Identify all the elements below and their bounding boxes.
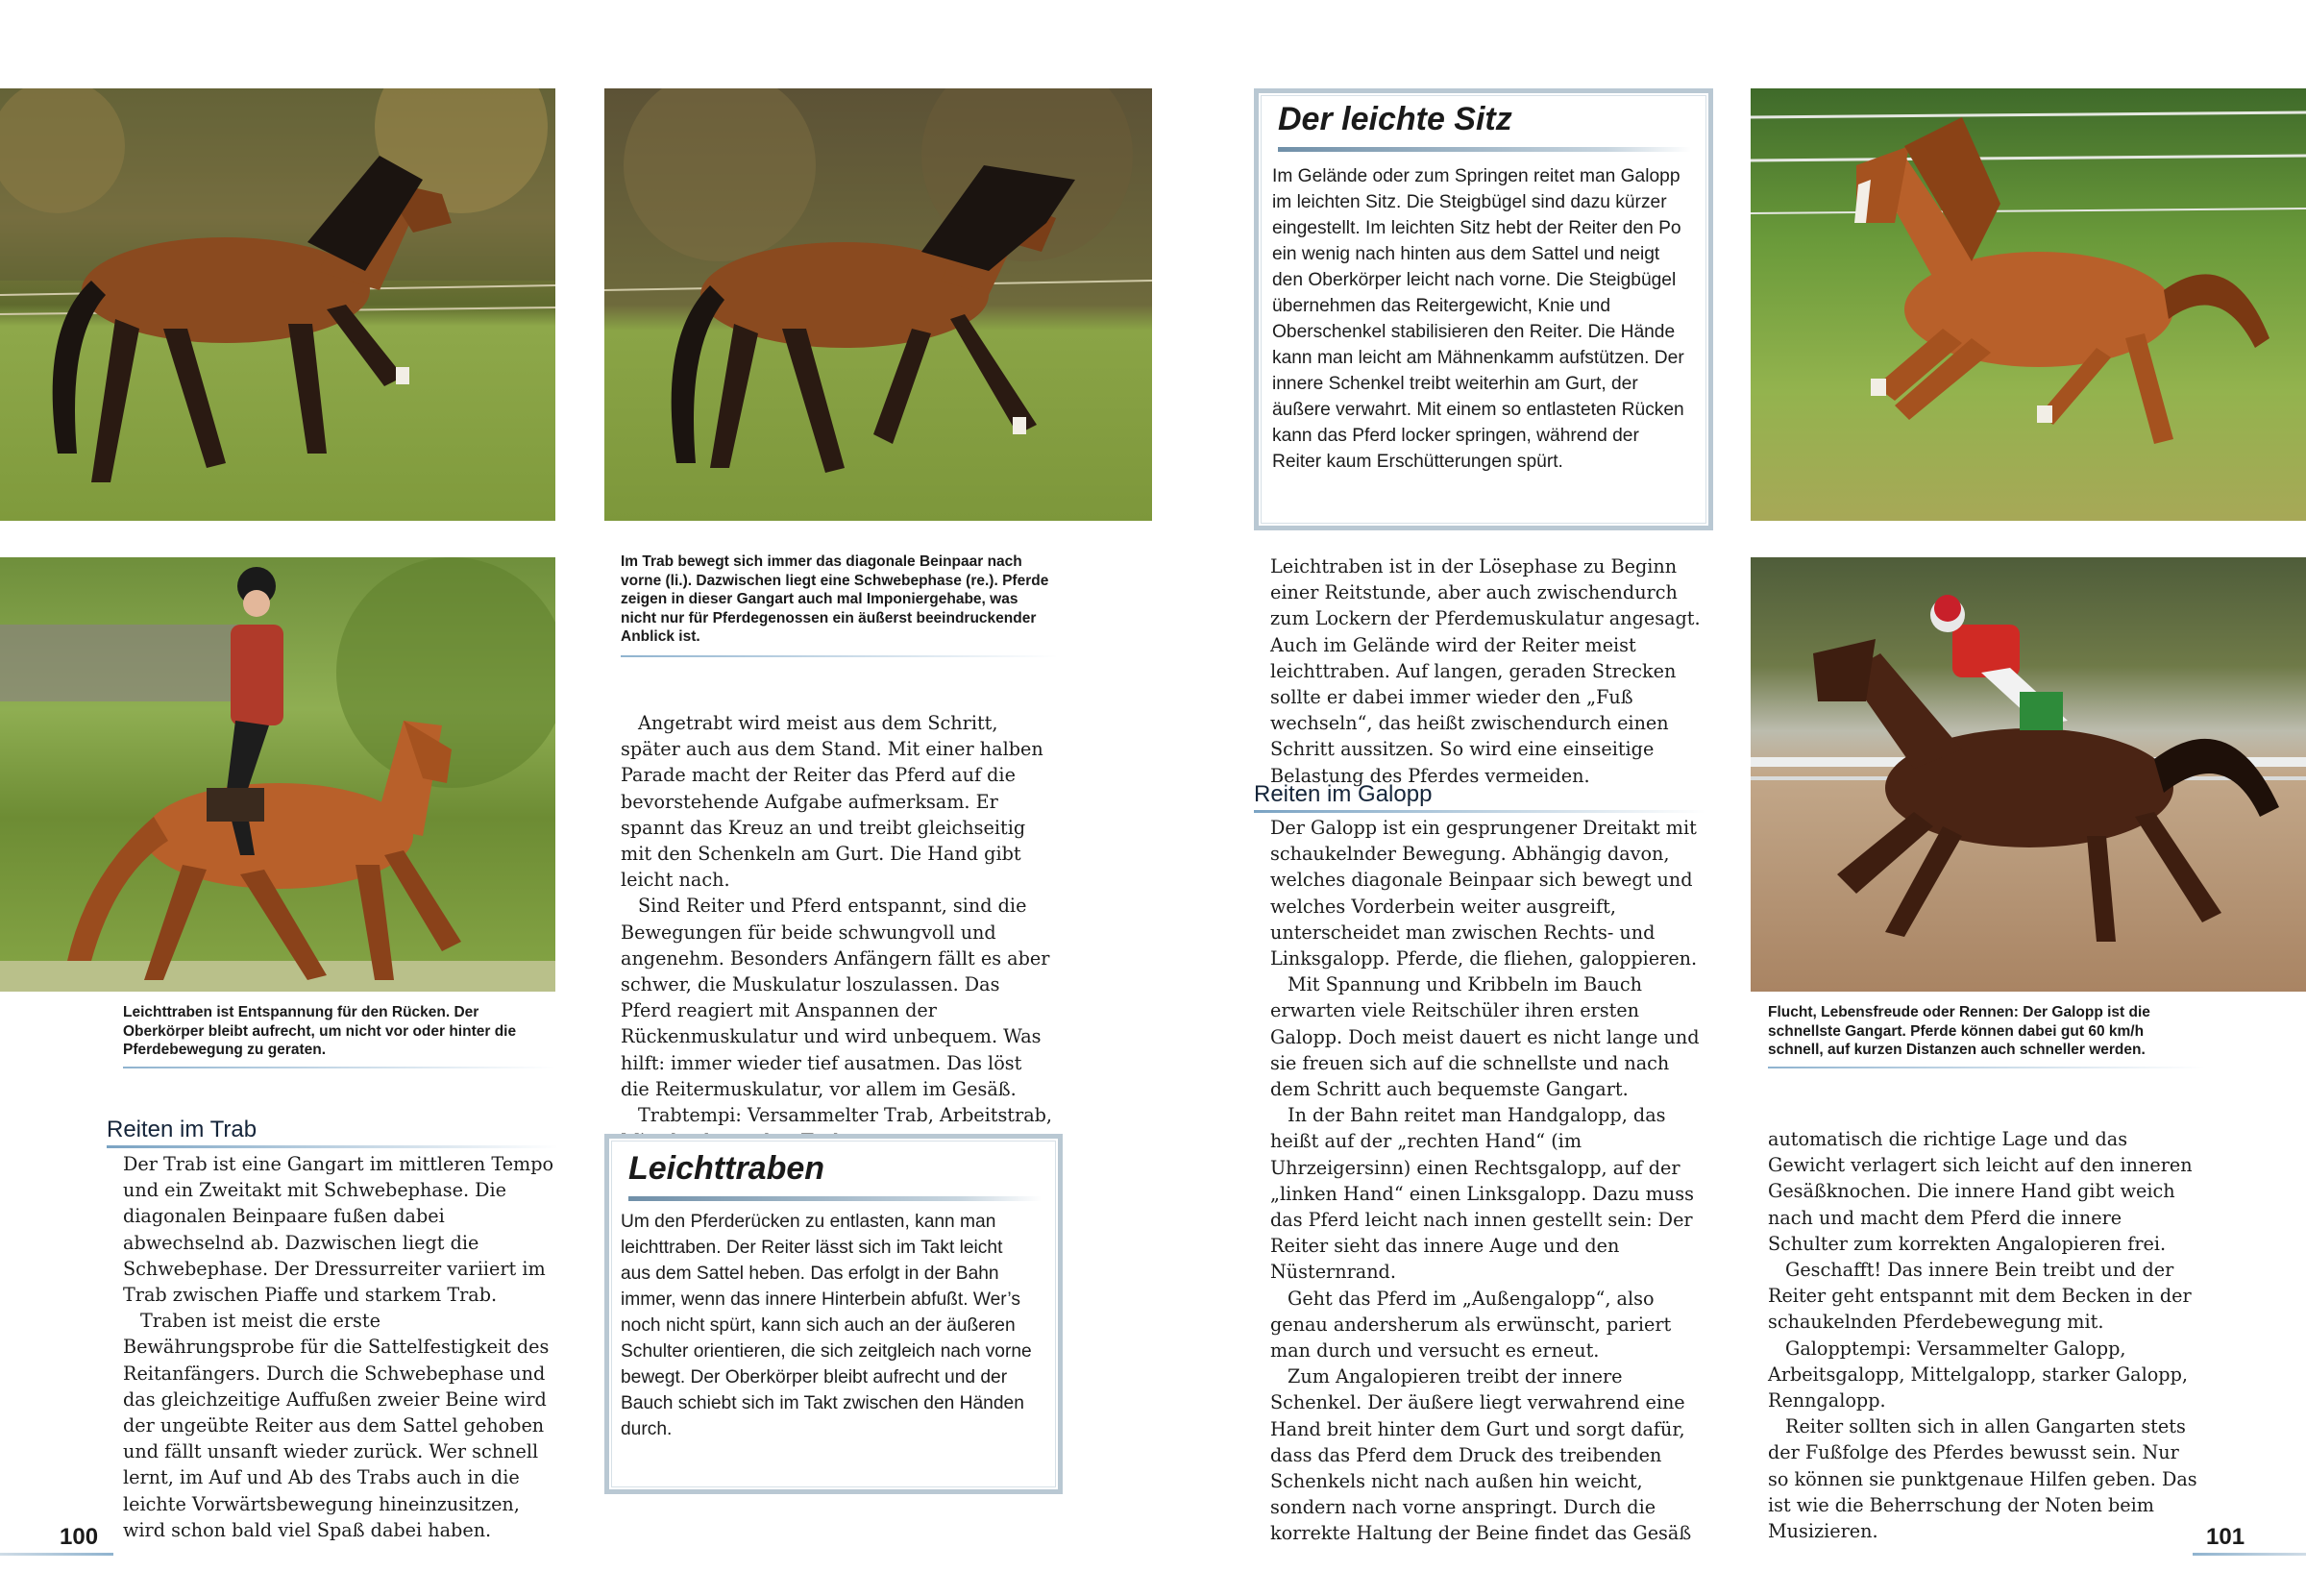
heading-reiten-im-galopp: Reiten im Galopp bbox=[1254, 781, 1433, 807]
heading-reiten-im-trab-rule bbox=[107, 1145, 558, 1148]
left-column-1-text bbox=[123, 1151, 557, 1543]
box-der-leichte-sitz-text: Im Gelände oder zum Springen reitet man Galopp im leichten Sitz. Die Steigbügel sind dazu kürzer eingestellt. Im leichten Sitz hebt der Reiter den Po ein wenig nach hinten aus dem Sattel und neigt den Oberkörper leicht nach vorne. Die Steigbügel übernehmen das Reitergewicht, Knie und Oberschenkel stabilisieren den Reiter. Die Hände kann man leicht am Mähnenkamm aufstützen. Der innere Schenkel treibt weiterhin am Gurt, der äußere verwahrt. Mit einem so entlasteten Rücken kann das Pferd locker springen, während der Reiter kaum Erschütterungen spürt. bbox=[1272, 166, 1684, 472]
paragraph: Sind Reiter und Pferd entspannt, sind die Bewegungen für beide schwungvoll und angenehm. Besonders Anfängern fällt es aber schwer, die Muskulatur loszulassen. Das Pferd reagiert mit Anspannen der Rückenmuskulatur und wird unbequem. Was hilft: immer wieder tief ausatmen. Das löst die Reitermuskulatur, vor allem im Gesäß. bbox=[621, 895, 1050, 1100]
page-number-left: 100 bbox=[60, 1524, 99, 1550]
box-der-leichte-sitz-title-rule bbox=[1278, 147, 1691, 152]
photo-racehorse-gallop bbox=[1751, 557, 2306, 992]
paragraph: Reiter sollten sich in allen Gangarten stets der Fußfolge des Pferdes bewusst sein. Nur so können sie punktgenaue Hilfen geben. Das ist wie die Beherrschung der Noten beim Musizieren. bbox=[1768, 1415, 2197, 1543]
paragraph: Zum Angalopieren treibt der innere Schenkel. Der äußere liegt verwahrend eine Hand breit hinter dem Gurt und sorgt dafür, dass das Pferd dem Druck des treibenden Schenkels nicht nach außen hin weicht, sondern nach vorne anspringt. Durch die korrekte Haltung der Beine findet das Gesäß bbox=[1270, 1365, 1692, 1545]
heading-reiten-im-trab: Reiten im Trab bbox=[107, 1117, 258, 1142]
right-column-1-text bbox=[1270, 815, 1705, 1547]
caption-leichttraben-rule bbox=[123, 1067, 555, 1068]
paragraph: Galopptempi: Versammelter Galopp, Arbeitsgalopp, Mittelgalopp, starker Galopp, Renngalopp. bbox=[1768, 1337, 2188, 1412]
right-column-2-text bbox=[1768, 1126, 2202, 1544]
paragraph: Geschafft! Das innere Bein treibt und der Reiter geht entspannt mit dem Becken in der schaukelnden Pferdebewegung mit. bbox=[1768, 1259, 2192, 1334]
page-number-left-rule bbox=[0, 1553, 113, 1556]
page-number-right-rule bbox=[2193, 1553, 2306, 1556]
paragraph: Der Trab ist eine Gangart im mittleren Tempo und ein Zweitakt mit Schwebephase. Die diagonalen Beinpaare fußen dabei abwechselnd ab. Dazwischen liegt die Schwebephase. Der Dressurreiter variiert im Trab zwischen Piaffe und starkem Trab. bbox=[123, 1153, 554, 1307]
heading-reiten-im-galopp-rule bbox=[1254, 810, 1705, 813]
box-leichttraben bbox=[604, 1134, 1063, 1494]
paragraph: automatisch die richtige Lage und das Gewicht verlagert sich leicht auf den inneren Gesäßknochen. Die innere Hand gibt weich nach und macht dem Pferd die innere Schulter zum korrekten Angalopieren frei. bbox=[1768, 1128, 2193, 1255]
paragraph: Geht das Pferd im „Außengalopp“, also genau andersherum als erwünscht, pariert man durch und versucht es erneut. bbox=[1270, 1287, 1672, 1363]
caption-galopp-rule bbox=[1768, 1067, 2205, 1068]
photo-bay-horse-trot-left bbox=[0, 88, 555, 521]
paragraph: Der Galopp ist ein gesprungener Dreitakt mit schaukelnder Bewegung. Abhängig davon, welches diagonale Beinpaar sich bewegt und welches Vorderbein weiter ausgreift, unterscheidet man zwischen Rechts- und Linksgalopp. Pferde, die fliehen, galoppieren. bbox=[1270, 817, 1698, 970]
caption-leichttraben: Leichttraben ist Entspannung für den Rücken. Der Oberkörper bleibt aufrecht, um nicht vor oder hinter die Pferdebewegung zu geraten. bbox=[123, 1004, 517, 1058]
caption-galopp: Flucht, Lebensfreude oder Rennen: Der Galopp ist die schnellste Gangart. Pferde können dabei gut 60 km/h schnell, auf kurzen Distanzen auch schneller werden. bbox=[1768, 1004, 2150, 1058]
left-column-2-text bbox=[621, 710, 1055, 1154]
photo-chestnut-horse-gallop bbox=[1751, 88, 2306, 521]
photo-bay-horse-trot-right bbox=[604, 88, 1152, 521]
box-der-leichte-sitz-title: Der leichte Sitz bbox=[1278, 101, 1512, 137]
paragraph: Trabtempi: Versammelter Trab, Arbeitstrab, bbox=[638, 1104, 1053, 1127]
caption-trot-pair-rule bbox=[621, 655, 1058, 657]
photo-rider-posting-trot bbox=[0, 557, 555, 992]
box-leichttraben-title: Leichttraben bbox=[628, 1150, 825, 1187]
right-column-1-intro bbox=[1270, 553, 1705, 789]
box-der-leichte-sitz bbox=[1254, 88, 1713, 530]
paragraph: Leichtraben ist in der Lösephase zu Beginn einer Reitstunde, aber auch zwischendurch zum Lockern der Pferdemuskulatur angesagt. Auch im Gelände wird der Reiter meist leichttraben. Auf langen, geraden Strecken sollte er dabei immer wieder den „Fuß wechseln“, das heißt zwischendurch einen Schritt aussitzen. So wird eine einseitige Belastung des Pferdes vermeiden. bbox=[1270, 555, 1701, 787]
caption-trot-pair: Im Trab bewegt sich immer das diagonale Beinpaar nach vorne (li.). Dazwischen liegt eine Schwebephase (re.). Pferde zeigen in dieser Gangart auch mal Imponiergehabe, was nicht nur für Pferdegenossen ein äußerst beeindruckender Anblick ist. bbox=[621, 553, 1049, 645]
paragraph: Traben ist meist die erste Bewährungsprobe für die Sattelfestigkeit des Reitanfängers. Durch die Schwebephase und das gleichzeitige Auffußen zweier Beine wird der ungeübte Reiter aus dem Sattel gehoben und fällt unsanft wieder zurück. Wer schnell lernt, im Auf und Ab des Trabs auch in die leichte Vorwärtsbewegung hineinzusitzen, wird schon bald viel Spaß dabei haben. bbox=[123, 1310, 550, 1541]
paragraph: In der Bahn reitet man Handgalopp, das heißt auf der „rechten Hand“ (im Uhrzeigersinn) einen Rechtsgalopp, auf der „linken Hand“ einen Linksgalopp. Dazu muss das Pferd leicht nach innen gestellt sein: Der Reiter sieht das innere Auge und den Nüsternrand. bbox=[1270, 1104, 1694, 1284]
box-leichttraben-text: Um den Pferderücken zu entlasten, kann man leichttraben. Der Reiter lässt sich im Takt leicht aus dem Sattel heben. Das erfolgt in der Bahn immer, wenn das innere Hinterbein abfußt. Wer’s noch nicht spürt, kann sich auch an der äußeren Schulter orientieren, die sich zeitgleich nach vorne bewegt. Der Oberkörper bleibt aufrecht und der Bauch schiebt sich im Takt zwischen den Händen durch. bbox=[621, 1212, 1032, 1439]
page-number-right: 101 bbox=[2206, 1524, 2245, 1550]
box-leichttraben-title-rule bbox=[628, 1196, 1042, 1201]
paragraph: Angetrabt wird meist aus dem Schritt, später auch aus dem Stand. Mit einer halben Parade macht der Reiter das Pferd auf die bevorstehende Aufgabe aufmerksam. Er spannt das Kreuz an und treibt gleichseitig mit den Schenkeln am Gurt. Die Hand gibt leicht nach. bbox=[621, 712, 1043, 892]
paragraph: Mit Spannung und Kribbeln im Bauch erwarten viele Reitschüler ihren ersten Galopp. Doch meist dauert es nicht lange und sie freuen sich auf die schnellste und nach dem Schritt auch bequemste Gangart. bbox=[1270, 973, 1700, 1101]
